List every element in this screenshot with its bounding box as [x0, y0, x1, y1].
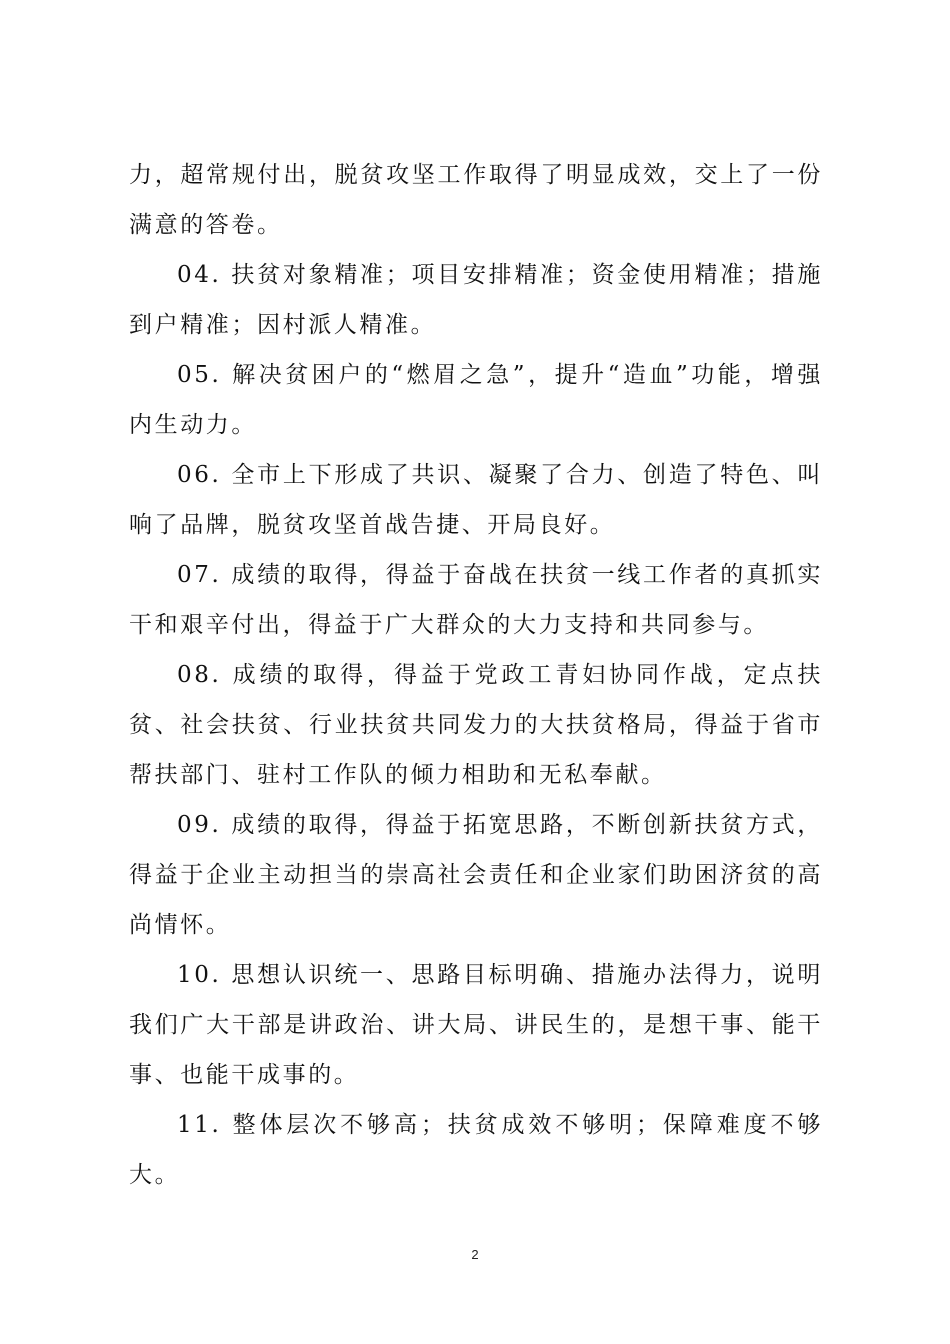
paragraph-06: 06. 全市上下形成了共识、凝聚了合力、创造了特色、叫响了品牌，脱贫攻坚首战告捷、开局良好。 — [129, 462, 823, 538]
document-body — [129, 150, 823, 1200]
paragraph-08: 08. 成绩的取得，得益于党政工青妇协同作战，定点扶贫、社会扶贫、行业扶贫共同发力的大扶贫格局，得益于省市帮扶部门、驻村工作队的倾力相助和无私奉献。 — [129, 662, 823, 788]
paragraph-10: 10. 思想认识统一、思路目标明确、措施办法得力，说明我们广大干部是讲政治、讲大局、讲民生的，是想干事、能干事、也能干成事的。 — [129, 962, 823, 1088]
page-number: 2 — [471, 1247, 479, 1262]
paragraph-09: 09. 成绩的取得，得益于拓宽思路，不断创新扶贫方式，得益于企业主动担当的崇高社会责任和企业家们助困济贫的高尚情怀。 — [129, 812, 823, 938]
paragraph-continuation: 力，超常规付出，脱贫攻坚工作取得了明显成效，交上了一份满意的答卷。 — [129, 162, 823, 238]
paragraph-11: 11. 整体层次不够高；扶贫成效不够明；保障难度不够大。 — [129, 1112, 823, 1188]
paragraph-07: 07. 成绩的取得，得益于奋战在扶贫一线工作者的真抓实干和艰辛付出，得益于广大群众的大力支持和共同参与。 — [129, 562, 823, 638]
paragraph-05: 05. 解决贫困户的“燃眉之急”，提升“造血”功能，增强内生动力。 — [129, 362, 823, 438]
paragraph-04: 04. 扶贫对象精准；项目安排精准；资金使用精准；措施到户精准；因村派人精准。 — [129, 262, 823, 338]
